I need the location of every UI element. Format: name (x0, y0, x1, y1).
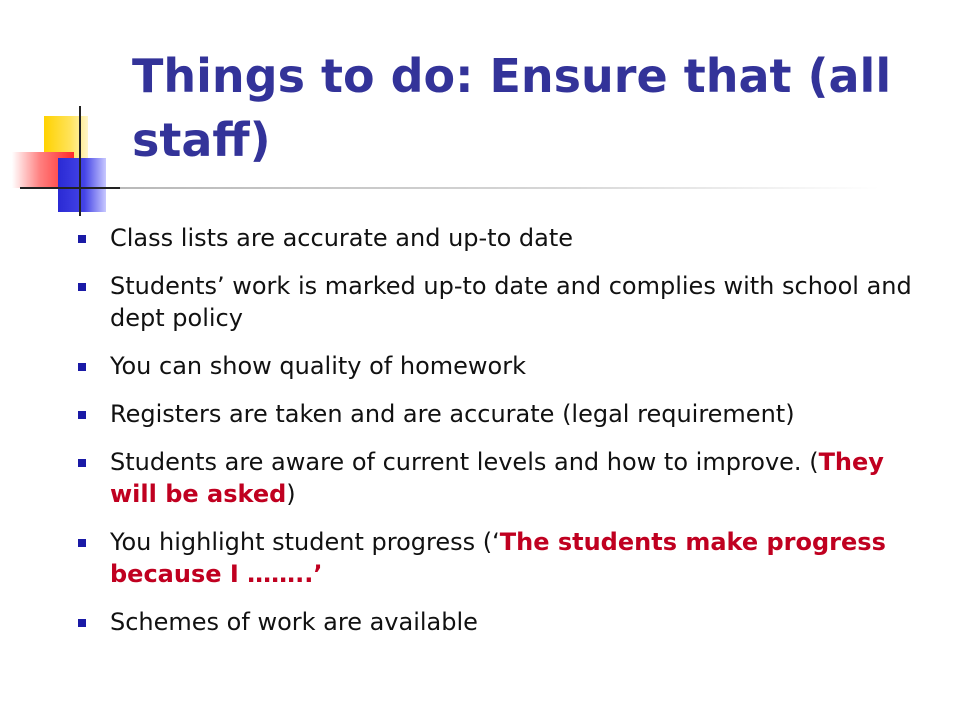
list-item-text: Students are aware of current levels and how to improve. ( (110, 448, 819, 476)
horizontal-line (20, 187, 130, 189)
bullet-list (74, 222, 924, 654)
list-item-text: You can show quality of homework (110, 352, 527, 380)
list-item (74, 222, 924, 254)
slide-title: Things to do: Ensure that (all staff) (132, 49, 892, 167)
list-item (74, 270, 924, 334)
list-item (74, 446, 924, 510)
square-bullet-icon (78, 283, 86, 291)
decorative-logo-blocks (0, 0, 140, 220)
list-item-text: Students’ work is marked up-to date and complies with school and dept policy (110, 272, 912, 332)
title-underline (120, 187, 880, 189)
square-bullet-icon (78, 363, 86, 371)
highlighted-text: They will be asked (110, 448, 884, 508)
square-bullet-icon (78, 539, 86, 547)
square-bullet-icon (78, 411, 86, 419)
list-item-text: ) (286, 480, 296, 508)
list-item-text: You highlight student progress (‘ (110, 528, 500, 556)
square-bullet-icon (78, 459, 86, 467)
list-item-text: Registers are taken and are accurate (legal requirement) (110, 400, 795, 428)
list-item-text: Schemes of work are available (110, 608, 478, 636)
blue-square (58, 158, 106, 212)
square-bullet-icon (78, 235, 86, 243)
square-bullet-icon (78, 619, 86, 627)
list-item-text: Class lists are accurate and up-to date (110, 224, 574, 252)
list-item (74, 606, 924, 638)
list-item (74, 350, 924, 382)
vertical-line (79, 106, 81, 216)
list-item (74, 398, 924, 430)
highlighted-text: The students make progress because I ……..’ (110, 528, 886, 588)
list-item (74, 526, 924, 590)
